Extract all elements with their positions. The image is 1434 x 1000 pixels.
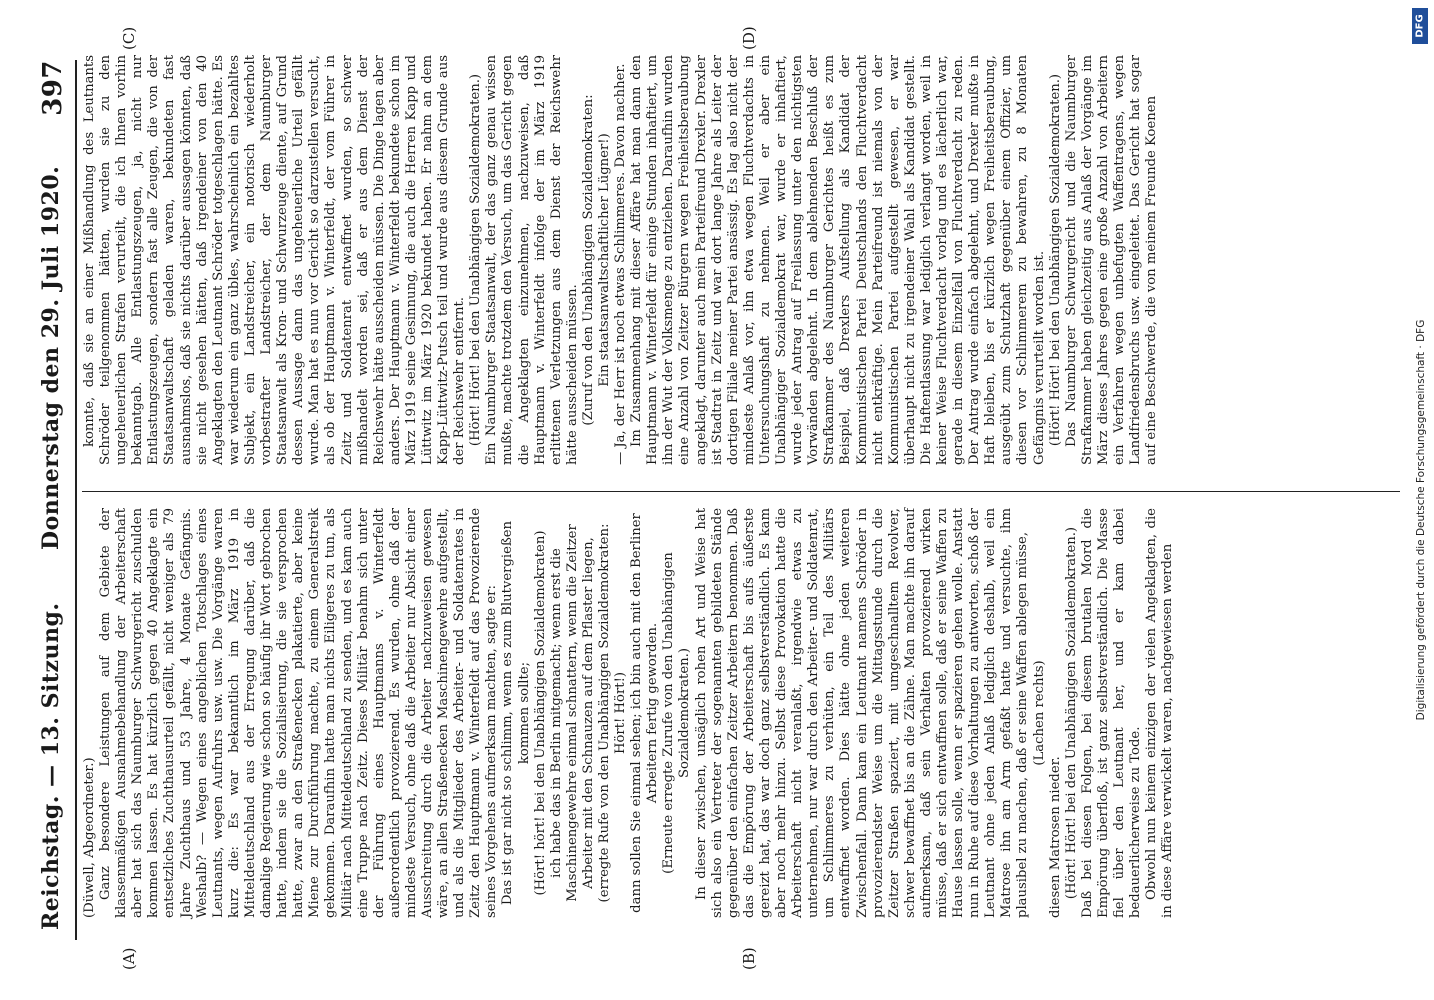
interjection: Das ist gar nicht so schlimm, wenn es zum Blutvergießen kommen sollte; [500,520,532,906]
scanned-page [20,20,1420,980]
header-rule [75,60,77,940]
column-rule [82,491,1400,492]
interjection: (Hört! Hört! bei den Unabhängigen Sozialdemokraten.) [468,73,484,447]
paragraph: diesen Matrosen nieder. [1047,756,1063,918]
interjection: dann sollen Sie einmal sehen; ich bin auch mit den Berliner Arbeitern fertig geworden. [629,513,661,913]
interjection: (Hört! hört! bei den Unabhängigen Sozialdemokraten) [532,530,548,896]
margin-marker-d: (D) [740,26,758,50]
interjection: ich habe das in Berlin mitgemacht; wenn erst die Maschinengewehre einmal schnattern, wenn die Zeitzer Arbeiter mit den Schnauzen auf dem Pflaster liegen, [548,524,596,902]
paragraph: Im Zusammenhang mit dieser Affäre hat man dann den Hauptmann v. Winterfeldt für einige Stunden inhaftiert, um ihn der Wut der Volksmenge zu entziehen. Daraufhin wurden eine Anzahl von Zeitzer Bürgern wegen Freiheitsberaubung angeklagt, darunter auch mein Parteifreund Drexler. Drexler ist Stadtrat in Zeitz und war dort lange Jahre als Leiter der dortigen Filiale meiner Partei ansässig. Es lag also nicht der mindeste Anlaß vor, ihn etwa wegen Fluchtverdachts in Untersuchungshaft zu nehmen. Weil er aber ein Unabhängiger Sozialdemokrat war, wurde er inhaftiert, wurde jeder Antrag auf Freilassung unter den nichtigsten Vorwänden abgelehnt. In dem ablehnenden Beschluß der Strafkammer des Naumburger Gerichtes heißt es zum Beispiel, daß Drexlers Aufstellung als Kandidat der Kommunistischen Partei Deutschlands den Fluchtverdacht nicht entkräftige. Mein Parteifreund ist niemals von der Kommunistischen Partei aufgestellt gewesen, er war überhaupt nicht zu irgendeiner Wahl als Kandidat gestellt. Die Haftentlassung war lediglich verlangt worden, weil in keiner Weise Fluchtverdacht vorlag und es lächerlich war, gerade in diesem Einzelfall von Fluchtverdacht zu reden. Der Antrag wurde einfach abgelehnt, und Drexler mußte in Haft bleiben, bis er kürzlich wegen Freiheitsberaubung, ausgeübt zum Schutzhaft gegenüber einem Offizier, um diesen vor Schlimmerem zu bewahren, zu 8 Monaten Gefängnis verurteilt worden ist. [629,55,1047,465]
page-header [38,60,72,940]
digitization-credit: Digitalisierung gefördert durch die Deutsche Forschungsgemeinschaft · DFG [1415,319,1427,721]
paragraph: Daß bei diesen Folgen, bei diesem brutalen Mord die Empörung überfloß, ist ganz selbstverständlich. Die Masse fiel über den Leutnant her, und er kam dabei bedauerlicherweise zu Tode. [1079,508,1144,918]
interjection: (erregte Rufe von den Unabhängigen Sozialdemokraten: Hört! Hört!) [597,523,629,903]
paragraph: — Ja, der Herr ist noch etwas Schlimmeres. Davon nachher. [613,63,629,465]
right-column [82,55,1160,465]
paragraph: Ganz besondere Leistungen auf dem Gebiete der klassenmäßigen Ausnahmebehandlung der Arbeiterschaft aber hat sich das Naumburger Schwurgericht zuschulden kommen lassen. Es hat kürzlich gegen 40 Angeklagte ein entsetzliches Zuchthausurteil gefällt, nicht weniger als 79 Jahre Zuchthaus und 53 Jahre, 4 Monate Gefängnis. Weshalb? — Wegen eines angeblichen Totschlages eines Leutnants, wegen Aufruhrs usw. usw. Die Vorgänge waren kurz die: Es war bekanntlich im März 1919 in Mitteldeutschland aus der Erregung darüber, daß die damalige Regierung wie schon so häufig ihr Wort gebrochen hatte, indem sie die Sozialisierung, die sie versprochen hatte, zwar an den Straßenecken plakatierte, aber keine Miene zur Durchführung machte, zu einem Generalstreik gekommen. Daraufhin hatte man nichts Eiligeres zu tun, als Militär nach Mitteldeutschland zu senden, und es kam auch eine Truppe nach Zeitz. Dieses Militär benahm sich unter der Führung eines Hauptmanns v. Winterfeldt außerordentlich provozierend. Es wurden, ohne daß der mindeste Versuch, ohne daß die Arbeiter nur Absicht einer Ausschreitung durch die Arbeiter nachzuweisen gewesen wäre, an allen Straßenecken Maschinengewehre aufgestellt, und als die Mitglieder des Arbeiter- und Soldatenrates in Zeitz den Hauptmann v. Winterfeldt auf das Provozierende seines Vorgehens aufmerksam machten, sagte er: [98,508,500,918]
paragraph: konnte, daß sie an einer Mißhandlung des Leutnants Schröder teilgenommen hätten, wurden sie zu den ungeheuerlichen Strafen verurteilt, die ich Ihnen vorhin bekanntgab. Alle Entlastungszeugen, ja, nicht nur Entlastungszeugen, sondern fast alle Zeugen, die von der Staatsanwaltschaft geladen waren, bekundeten fast ausnahmslos, daß sie nichts darüber aussagen könnten, daß sie nicht gesehen hätten, daß irgendeiner von den 40 Angeklagten den Leutnant Schröder totgeschlagen hätte. Es war wiederum ein ganz übles, wahrscheinlich ein bezahltes Subjekt, ein Landstreicher, ein notorisch wiederholt vorbestrafter Landstreicher, der dem Naumburger Staatsanwalt als Kron- und Schwurzeuge diente, auf Grund dessen Aussage dann das ungeheuerliche Urteil gefällt wurde. Man hat es nun vor Gericht so darzustellen versucht, als ob der Hauptmann v. Winterfeldt, der vom Führer in Zeitz und Soldatenrat entwaffnet wurden, so schwer mißhandelt worden sei, daß er aus dem Dienst der Reichswehr hätte ausscheiden müssen. Die Dinge lagen aber anders. Der Hauptmann v. Winterfeldt bekundete schon im März 1919 seine Gesinnung, die auch die Herren Kapp und Lüttwitz im März 1920 bekundet haben. Er nahm an dem Kapp-Lüttwitz-Putsch teil und wurde aus diesem Grunde aus der Reichswehr entfernt. [82,55,468,465]
paragraph: In dieser zwischen, unsäglich rohen Art und Weise hat sich also ein Vertreter der sogenannten gebildeten Stände gegenüber den einfachen Zeitzer Arbeitern benommen. Daß das die Empörung der Arbeiterschaft bis aufs äußerste gereizt hat, das war doch ganz selbstverständlich. Es kam aber noch mehr hinzu. Selbst diese Provokation hatte die Arbeiterschaft nicht veranlaßt, irgendwie etwas zu unternehmen, nur war durch den Arbeiter- und Soldatenrat, um Schlimmeres zu verhüten, ein Teil des Militärs entwaffnet worden. Dies hätte ohne jeden weiteren Zwischenfall. Dann kam ein Leutnant namens Schröder in provozierendster Weise um die Mittagsstunde durch die Zeitzer Straßen spaziert, mit umgeschnalltem Revolver, schwer bewaffnet bis an die Zähne. Man machte ihn darauf aufmerksam, daß sein Verhalten provozierend wirken müsse, daß er sich entwaffnen solle, daß er seine Waffen zu Hause lassen solle, wenn er spazieren gehen wolle. Anstatt nun in Ruhe auf diese Vorhaltungen zu antworten, schoß der Leutnant ohne jeden Anlaß lediglich deshalb, weil ein Matrose ihn am Arm gefaßt hatte und versuchte, ihm plausibel zu machen, daß er seine Waffen ablegen müsse, [693,508,1031,918]
interjection: (Hört! Hört! bei den Unabhängigen Sozialdemokraten.) [1063,526,1079,900]
page-number: 397 [38,60,68,116]
header-session: Reichstag. — 13. Sitzung. [38,602,64,930]
left-column [82,508,1176,918]
interjection: Ein staatsanwaltschaftlicher Lügner!) [597,133,612,387]
interjection: (Lachen rechts) [1031,660,1047,766]
interjection: (Hört! Hört! bei den Unabhängigen Sozialdemokraten.) [1047,73,1063,447]
paragraph: (Düwell, Abgeordneter.) [82,757,97,918]
margin-marker-c: (C) [120,26,138,50]
paragraph: Das Naumburger Schwurgericht und die Naumburger Strafkammer haben gleichzeitig aus Anlaß der Vorgänge im März dieses Jahres gegen eine große Anzahl von Arbeitern ein Verfahren wegen unbefugten Waffentragens, wegen Landfriedensbruchs usw. eingeleitet. Das Gericht hat sogar auf eine Beschwerde, die von meinem Freunde Koenen [1063,55,1160,465]
margin-marker-a: (A) [120,947,138,970]
paragraph: Ein Naumburger Staatsanwalt, der das ganz genau wissen mußte, machte trotzdem den Versuch, um das Gericht gegen die Angeklagten einzunehmen, nachzuweisen, daß Hauptmann v. Winterfeldt infolge der im März 1919 erlittenen Verletzungen aus dem Dienst der Reichswehr hätte ausscheiden müssen. [484,55,580,465]
margin-marker-b: (B) [740,947,758,970]
header-date: Donnerstag den 29. Juli 1920. [38,165,64,550]
interjection: (Zuruf von den Unabhängigen Sozialdemokraten: [580,94,596,426]
interjection: (Erneute erregte Zurufe von den Unabhängigen Sozialdemokraten.) [661,552,693,874]
dfg-logo: DFG [1412,8,1428,44]
paragraph: Obwohl nun keinem einzigen der vielen Angeklagten, die in diese Affäre verwickelt waren, nachgewiesen werden [1144,508,1176,918]
